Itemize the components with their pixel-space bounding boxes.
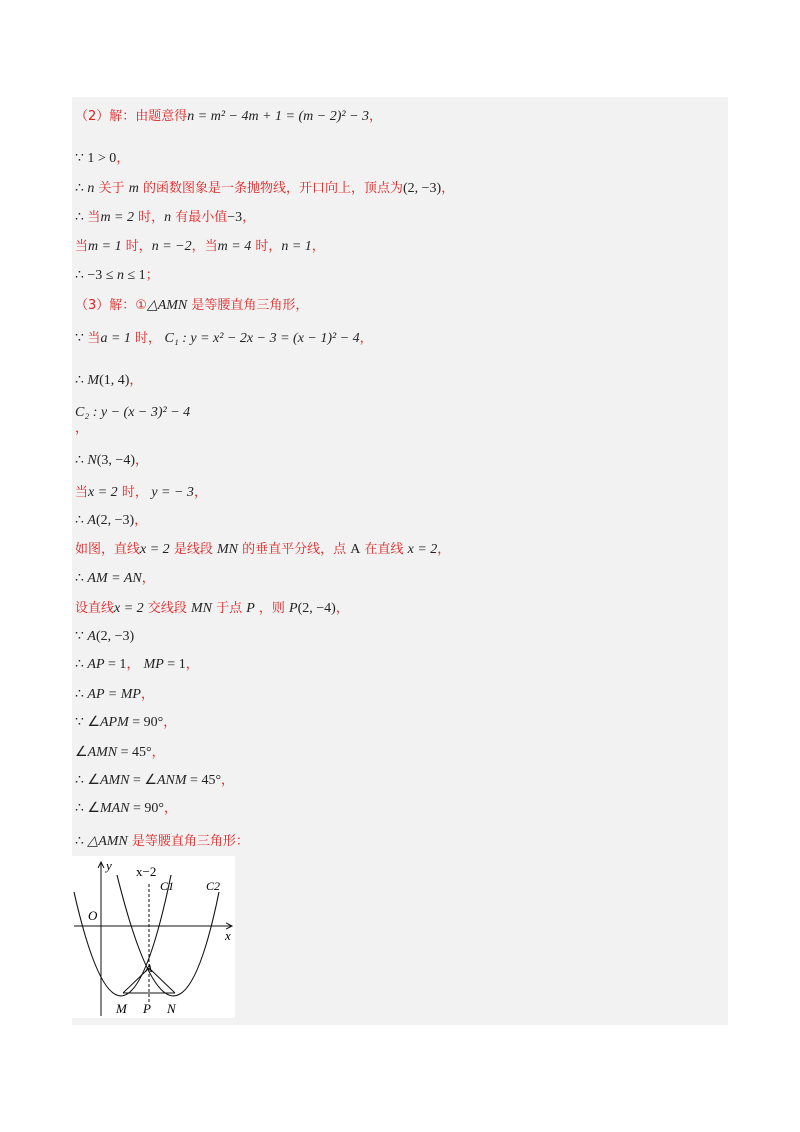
math-expression: MAN [99, 801, 130, 816]
line-text: ， [242, 210, 256, 225]
line-text: 当 [87, 210, 101, 225]
line-text: ， [116, 151, 130, 166]
solution-line [75, 772, 234, 790]
solution-line [75, 800, 177, 818]
line-text: ∴ [75, 181, 88, 196]
math-expression: x = 2 [140, 542, 170, 557]
line-text: ， [141, 571, 155, 586]
point-m-label: M [116, 1001, 127, 1016]
math-expression: x = 2 [88, 485, 118, 500]
curve-c1-label: C1 [160, 879, 175, 893]
line-text: ， [221, 773, 235, 788]
line-text: ， [135, 453, 149, 468]
line-text: ∴ [75, 210, 88, 225]
solution-line [75, 267, 159, 285]
line-text: 有最小值 [171, 210, 228, 225]
line-text: 是线段 [169, 542, 217, 557]
line-text: 当 [75, 485, 89, 500]
line-text: ∵ [75, 331, 88, 346]
line-text: 于点 [211, 601, 247, 616]
line-text: ，当 [191, 239, 218, 254]
line-text: ∴ ∠ [75, 801, 100, 816]
solution-line [75, 108, 382, 126]
line-text: = 90° [128, 715, 164, 730]
math-expression: △AMN [146, 298, 188, 313]
origin-label: O [88, 908, 98, 923]
curve-c1 [74, 875, 171, 996]
math-expression: △AMN [87, 834, 128, 849]
line-text: = 1 [104, 657, 127, 672]
line-text: ∴ ∠ [75, 773, 100, 788]
x-axis-label: x [225, 928, 231, 943]
line-text: ， [437, 542, 451, 557]
solution-line [75, 656, 199, 674]
line-text: ≤ 1 [124, 268, 146, 283]
math-expression: x = 2 [407, 542, 438, 557]
line-text: ， [163, 715, 177, 730]
math-expression: n [87, 181, 95, 196]
math-expression: MP [143, 657, 164, 672]
math-expression: M [87, 373, 100, 388]
math-expression: A [87, 513, 96, 528]
point-p-label: P [143, 1001, 151, 1016]
math-expression: C₂ : y − (x − 3)² − 4 [75, 405, 191, 420]
line-text: (2, −4) [297, 601, 336, 616]
math-expression: P [289, 601, 298, 616]
math-expression: APM [99, 715, 129, 730]
solution-line [75, 150, 129, 168]
line-text: ，则 [254, 601, 290, 616]
solution-line [75, 744, 165, 762]
line-text: (2, −3) [95, 629, 135, 644]
line-text: 如图，直线 [75, 542, 141, 557]
solution-line [75, 570, 155, 588]
line-text: ∴ [75, 513, 88, 528]
solution-line [75, 833, 249, 851]
line-text: (2, −3) [95, 513, 135, 528]
solution-line [75, 420, 88, 438]
line-text: ， [129, 373, 143, 388]
line-text: 设直线 [75, 601, 115, 616]
solution-line [75, 541, 450, 559]
line-text: 是等腰直角三角形： [127, 834, 249, 849]
math-expression: AP [87, 657, 105, 672]
solution-line [75, 180, 454, 198]
math-expression: AP = MP [87, 687, 141, 702]
line-text: ∴ [75, 453, 88, 468]
line-text: (2, −3) [402, 181, 442, 196]
line-text: ， [193, 485, 207, 500]
line-text: ， [140, 687, 154, 702]
line-text: ∴ [75, 687, 88, 702]
line-text: ∴ [75, 571, 88, 586]
line-text: 交线段 [143, 601, 191, 616]
math-expression: P [246, 601, 255, 616]
math-expression: C₁ : y = x² − 2x − 3 = (x − 1)² − 4 [161, 331, 360, 346]
solution-line [75, 452, 148, 470]
line-text: ， [369, 109, 383, 124]
line-text: 的函数图象是一条抛物线，开口向上，顶点为 [138, 181, 403, 196]
line-text: ∵ [75, 629, 88, 644]
solution-line [75, 297, 308, 315]
line-text: ， [359, 331, 373, 346]
line-text: A [350, 542, 361, 557]
math-expression: n [117, 268, 124, 283]
math-expression: AMN [99, 773, 130, 788]
line-text: 时， [134, 210, 165, 225]
line-text: 时， [130, 331, 162, 346]
point-n-label: N [167, 1001, 176, 1016]
line-text: 当 [87, 331, 101, 346]
solution-line [75, 714, 176, 732]
solution-line [75, 404, 190, 422]
math-expression: m = 4 [217, 239, 252, 254]
math-expression: AM = AN [87, 571, 142, 586]
line-text: −3 [227, 210, 243, 225]
line-text: 当 [75, 239, 89, 254]
math-expression: MN [190, 601, 212, 616]
line-text: = 1 [163, 657, 186, 672]
solution-line [75, 372, 142, 390]
line-text: 是等腰直角三角形， [187, 298, 309, 313]
line-text: ； [145, 268, 159, 283]
math-expression: n = m² − 4m + 1 = (m − 2)² − 3 [187, 109, 370, 124]
y-axis-label: y [106, 858, 112, 873]
line-text: （3）解：① [75, 298, 147, 313]
line-text: = 45° [186, 773, 222, 788]
line-x2-label: x−2 [136, 864, 157, 879]
line-text: ∴ [75, 373, 88, 388]
math-expression: x = 2 [114, 601, 144, 616]
curve-c2 [117, 875, 219, 996]
parabola-figure [72, 856, 235, 1018]
curve-c2-label: C2 [206, 879, 221, 893]
line-text: 时， [117, 485, 148, 500]
solution-line [75, 238, 325, 256]
line-text: (1, 4) [99, 373, 130, 388]
line-text: = 45° [117, 745, 152, 760]
solution-line [75, 484, 207, 502]
math-expression: N [87, 453, 97, 468]
line-text: ， [185, 657, 199, 672]
math-expression: AMN [87, 745, 118, 760]
line-text: ∴ [75, 657, 88, 672]
solution-line [75, 628, 134, 646]
solution-line [75, 686, 154, 704]
line-text: 的垂直平分线，点 [237, 542, 351, 557]
math-expression: y = − 3 [147, 485, 194, 500]
line-text: （2）解：由题意得 [75, 109, 188, 124]
line-text: ， [134, 513, 148, 528]
figure-svg [72, 856, 235, 1018]
point-a-label: A [145, 961, 153, 975]
line-text: 时， [121, 239, 152, 254]
math-expression: n [164, 210, 172, 225]
math-expression: n = 1 [281, 239, 312, 254]
line-text: ∠ [75, 745, 88, 760]
line-text: 在直线 [360, 542, 408, 557]
line-text: 关于 [94, 181, 129, 196]
solution-line [75, 209, 255, 227]
math-expression: A [87, 629, 96, 644]
line-text: ∴ −3 ≤ [75, 268, 117, 283]
line-text: ， [441, 181, 455, 196]
line-text: = 90° [129, 801, 165, 816]
line-text: ∵ ∠ [75, 715, 100, 730]
math-expression: ANM [156, 773, 187, 788]
solution-line [75, 512, 147, 530]
line-text: ， [335, 601, 349, 616]
line-text: 时， [251, 239, 282, 254]
line-text: ， [75, 421, 89, 436]
math-expression: m = 2 [100, 210, 134, 225]
solution-line [75, 600, 349, 618]
math-expression: m = 1 [88, 239, 122, 254]
line-text: ， [311, 239, 325, 254]
solution-line [75, 330, 373, 348]
math-expression: n = −2 [151, 239, 192, 254]
line-text: ， [126, 657, 144, 672]
line-text: ， [151, 745, 165, 760]
math-expression: m [128, 181, 139, 196]
line-text: = ∠ [129, 773, 157, 788]
line-text: ∵ 1 > 0 [75, 151, 117, 166]
line-text: ， [164, 801, 178, 816]
math-expression: MN [216, 542, 238, 557]
line-text: ∴ [75, 834, 88, 849]
math-expression: a = 1 [100, 331, 131, 346]
line-text: (3, −4) [96, 453, 135, 468]
